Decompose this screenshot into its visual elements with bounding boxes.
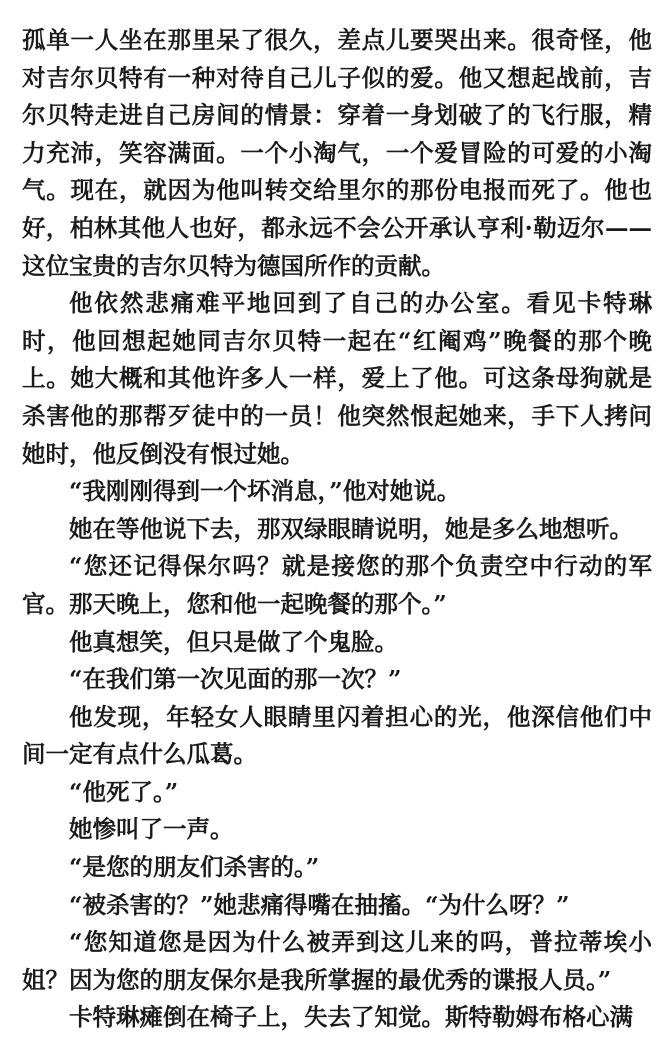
paragraph: 他依然悲痛难平地回到了自己的办公室。看见卡特琳时，他回想起她同吉尔贝特一起在“红阉鸡”晚餐的那个晚上。她大概和其他许多人一样，爱上了他。可这条母狗就是杀害他的那帮歹徒中的一员！他突然恨起她来，手下人拷问她时，他反倒没有恨过她。 [22,289,652,468]
paragraph: 他发现，年轻女人眼睛里闪着担心的光，他深信他们中间一定有点什么瓜葛。 [22,702,652,769]
paragraph: “被杀害的？”她悲痛得嘴在抽搐。“为什么呀？” [69,890,570,919]
paragraph: 他真想笑，但只是做了个鬼脸。 [69,627,398,656]
page-text [22,22,652,1037]
paragraph: “您还记得保尔吗？就是接您的那个负责空中行动的军官。那天晚上，您和他一起晚餐的那个。” [22,552,652,618]
paragraph: “您知道您是因为什么被弄到这儿来的吗，普拉蒂埃小姐？因为您的朋友保尔是我所掌握的最优秀的谍报人员。” [22,928,652,994]
paragraph: 孤单一人坐在那里呆了很久，差点儿要哭出来。很奇怪，他对吉尔贝特有一种对待自己儿子似的爱。他又想起战前，吉尔贝特走进自己房间的情景：穿着一身划破了的飞行服，精力充沛，笑容满面。一个小淘气，一个爱冒险的可爱的小淘气。现在，就因为他叫转交给里尔的那份电报而死了。他也好，柏林其他人也好，都永远不会公开承认亨利·勒迈尔——这位宝贵的吉尔贝特为德国所作的贡献。 [22,26,652,280]
paragraph: 她惨叫了一声。 [69,815,234,844]
paragraph: 她在等他说下去，那双绿眼睛说明，她是多么地想听。 [69,514,633,543]
paragraph: 卡特琳瘫倒在椅子上，失去了知觉。斯特勒姆布格心满 [69,1003,633,1032]
paragraph: “在我们第一次见面的那一次？” [69,665,402,694]
paragraph: “他死了。” [69,777,179,806]
paragraph: “我刚刚得到一个坏消息，”他对她说。 [69,477,461,506]
paragraph: “是您的朋友们杀害的。” [69,853,320,882]
